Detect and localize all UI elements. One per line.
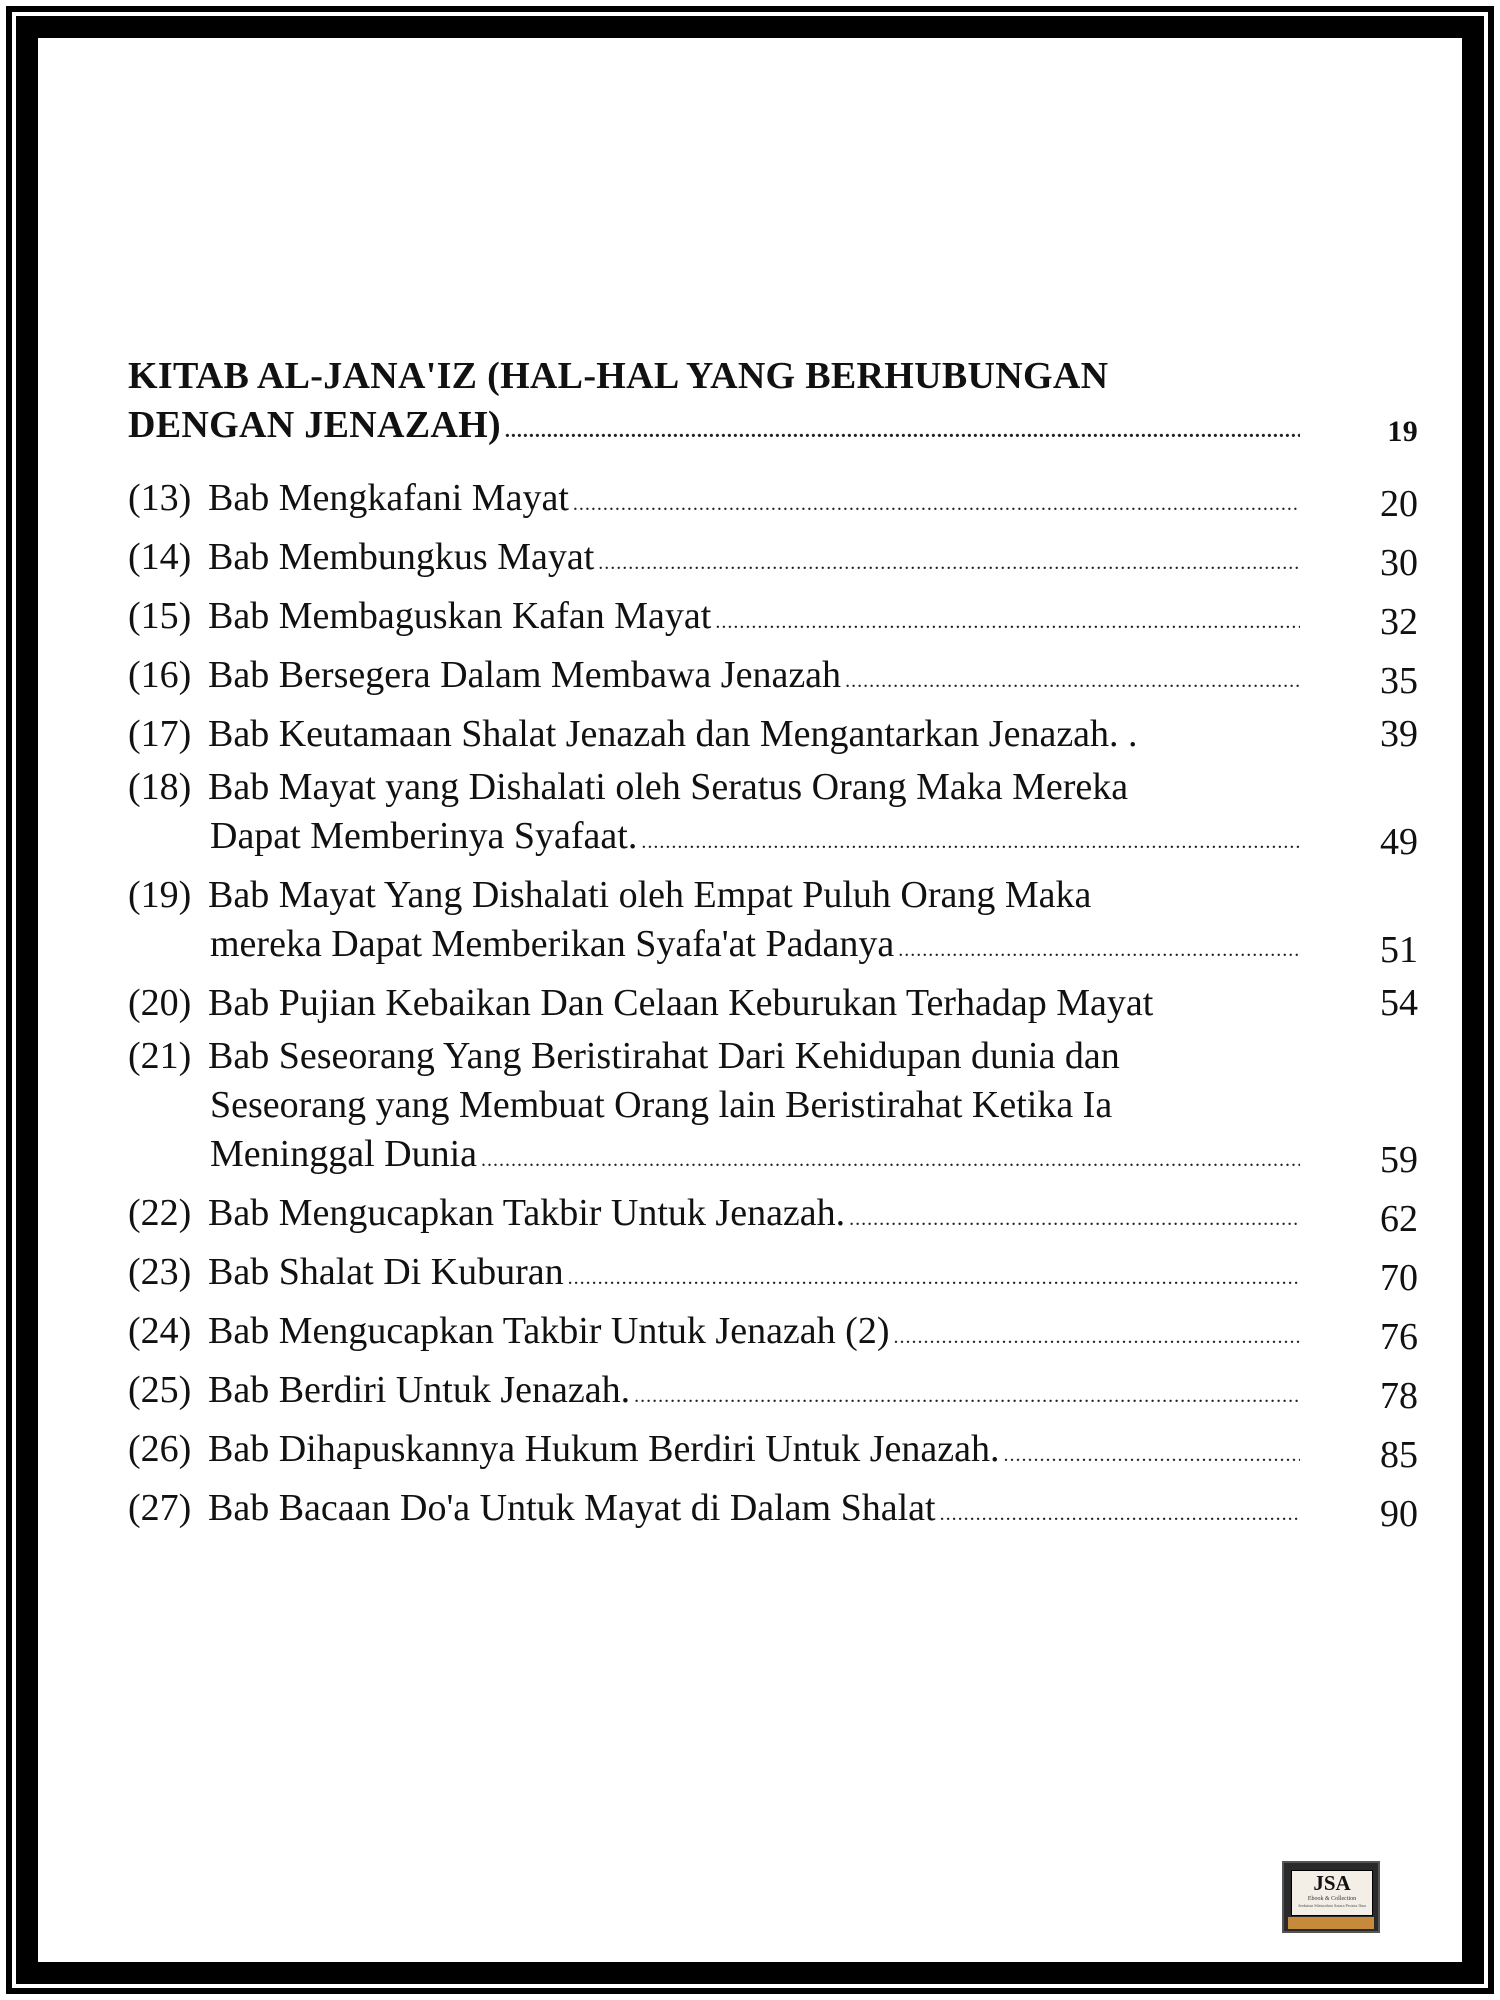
toc-entry-page: 35 [1380, 660, 1418, 702]
toc-entry-page: 32 [1380, 601, 1418, 643]
dot-leader [893, 1313, 1300, 1362]
toc-entry-title: Bab Berdiri Untuk Jenazah. [208, 1369, 631, 1411]
toc-entry [128, 533, 1418, 588]
toc-entry-line [128, 1425, 1308, 1480]
toc-entry [128, 592, 1418, 647]
toc-entry-line [128, 651, 1308, 706]
toc-entry-line [128, 979, 1308, 1028]
toc-entry [128, 1189, 1418, 1244]
toc-entry-page: 62 [1380, 1198, 1418, 1240]
toc-entry-line [128, 1307, 1308, 1362]
toc-entry-line [128, 812, 1308, 867]
toc-entry [128, 1032, 1418, 1185]
toc-entry-number: (24) [128, 1310, 192, 1352]
toc-entry-number: (21) [128, 1035, 192, 1077]
toc-entry-number: (26) [128, 1428, 192, 1470]
toc-entries [128, 474, 1418, 1539]
toc-entry-title: Dapat Memberinya Syafaat. [210, 815, 638, 857]
toc-entry-page: 76 [1380, 1316, 1418, 1358]
toc-entry-title: Bab Pujian Kebaikan Dan Celaan Keburukan Terhadap Mayat [208, 982, 1154, 1024]
toc-entry-number: (20) [128, 982, 192, 1024]
toc-entry-line [128, 710, 1308, 759]
table-of-contents [128, 352, 1418, 1543]
toc-entry [128, 710, 1418, 759]
toc-entry-title: Bab Mayat Yang Dishalati oleh Empat Puluh Orang Maka [208, 874, 1092, 916]
dot-leader [505, 407, 1300, 456]
toc-entry-title: mereka Dapat Memberikan Syafa'at Padanya [210, 923, 895, 965]
toc-entry-page: 51 [1380, 929, 1418, 971]
logo-title: JSA [1313, 1871, 1351, 1895]
dot-leader [849, 1195, 1300, 1244]
dot-leader [1004, 1431, 1301, 1480]
toc-entry-page: 78 [1380, 1375, 1418, 1417]
toc-entry [128, 871, 1418, 975]
toc-entry-number: (19) [128, 874, 192, 916]
toc-heading [128, 352, 1418, 456]
toc-entry-title: Bab Mayat yang Dishalati oleh Seratus Orang Maka Mereka [208, 766, 1129, 808]
toc-entry-title: Bab Mengucapkan Takbir Untuk Jenazah. [208, 1192, 846, 1234]
toc-entry [128, 1248, 1418, 1303]
toc-entry-line [128, 1032, 1308, 1081]
toc-entry-line [128, 533, 1308, 588]
toc-entry-number: (23) [128, 1251, 192, 1293]
toc-entry [128, 979, 1418, 1028]
toc-entry-page: 30 [1380, 542, 1418, 584]
toc-entry-title: Meninggal Dunia [210, 1133, 478, 1175]
toc-entry [128, 474, 1418, 529]
toc-entry-line [128, 474, 1308, 529]
toc-entry-number: (18) [128, 766, 192, 808]
toc-entry-page: 85 [1380, 1434, 1418, 1476]
toc-entry-page: 90 [1380, 1493, 1418, 1535]
toc-entry-page: 39 [1380, 713, 1418, 755]
toc-entry-line [128, 871, 1308, 920]
toc-entry-title: Bab Dihapuskannya Hukum Berdiri Untuk Jenazah. [208, 1428, 1000, 1470]
toc-entry-line [128, 1366, 1308, 1421]
toc-entry-title: Bab Seseorang Yang Beristirahat Dari Kehidupan dunia dan [208, 1035, 1120, 1077]
dot-leader [940, 1490, 1300, 1539]
toc-entry-number: (13) [128, 477, 192, 519]
toc-entry [128, 1484, 1418, 1539]
dot-leader [715, 598, 1300, 647]
toc-heading-page: 19 [1387, 415, 1418, 448]
jsa-logo [1282, 1861, 1380, 1933]
toc-entry-number: (15) [128, 595, 192, 637]
dot-leader [898, 926, 1300, 975]
toc-entry-title: Bab Shalat Di Kuburan [208, 1251, 564, 1293]
toc-entry-title: Bab Bersegera Dalam Membawa Jenazah [208, 654, 842, 696]
dot-leader [641, 818, 1300, 867]
toc-entry [128, 1366, 1418, 1421]
dot-leader [573, 480, 1300, 529]
toc-entry-title: Bab Mengucapkan Takbir Untuk Jenazah (2) [208, 1310, 890, 1352]
toc-entry-line [128, 1130, 1308, 1185]
toc-entry-page: 70 [1380, 1257, 1418, 1299]
toc-entry-line [128, 1248, 1308, 1303]
toc-entry [128, 1425, 1418, 1480]
toc-heading-line-2-row [128, 401, 1308, 456]
toc-heading-line-1: KITAB AL-JANA'IZ (HAL-HAL YANG BERHUBUNGAN [128, 355, 1109, 397]
logo-subtitle: Ebook & Collection [1307, 1896, 1357, 1902]
logo-keyboard [1288, 1917, 1374, 1929]
toc-entry-page: 59 [1380, 1139, 1418, 1181]
toc-entry-number: (16) [128, 654, 192, 696]
dot-leader [845, 657, 1300, 706]
toc-entry-title: Bab Membungkus Mayat [208, 536, 595, 578]
toc-entry-page: 54 [1380, 982, 1418, 1024]
toc-entry-page: 49 [1380, 821, 1418, 863]
toc-entry-title: Bab Membaguskan Kafan Mayat [208, 595, 712, 637]
toc-entry [128, 651, 1418, 706]
toc-entry-title: Bab Keutamaan Shalat Jenazah dan Mengantarkan Jenazah. . [208, 713, 1138, 755]
toc-entry-number: (14) [128, 536, 192, 578]
toc-entry-number: (25) [128, 1369, 192, 1411]
toc-entry-line [128, 592, 1308, 647]
toc-entry-number: (22) [128, 1192, 192, 1234]
toc-entry-line [128, 1484, 1308, 1539]
toc-entry-title: Bab Mengkafani Mayat [208, 477, 569, 519]
toc-entry-title: Seseorang yang Membuat Orang lain Beristirahat Ketika Ia [210, 1084, 1113, 1126]
toc-entry [128, 1307, 1418, 1362]
dot-leader [481, 1136, 1300, 1185]
toc-entry-line [128, 763, 1308, 812]
toc-entry-line [128, 1081, 1308, 1130]
toc-entry-page: 20 [1380, 483, 1418, 525]
toc-entry-line [128, 920, 1308, 975]
logo-screen [1291, 1870, 1373, 1916]
toc-entry [128, 763, 1418, 867]
dot-leader [598, 539, 1300, 588]
toc-heading-line-2: DENGAN JENAZAH) [128, 404, 501, 446]
toc-entry-number: (17) [128, 713, 192, 755]
dot-leader [568, 1254, 1300, 1303]
logo-tagline: Jembatan Silaturahmi Antara Pecinta Ilmu [1298, 1903, 1366, 1908]
dot-leader [634, 1372, 1300, 1421]
toc-entry-title: Bab Bacaan Do'a Untuk Mayat di Dalam Shalat [208, 1487, 936, 1529]
toc-entry-number: (27) [128, 1487, 192, 1529]
toc-entry-line [128, 1189, 1308, 1244]
